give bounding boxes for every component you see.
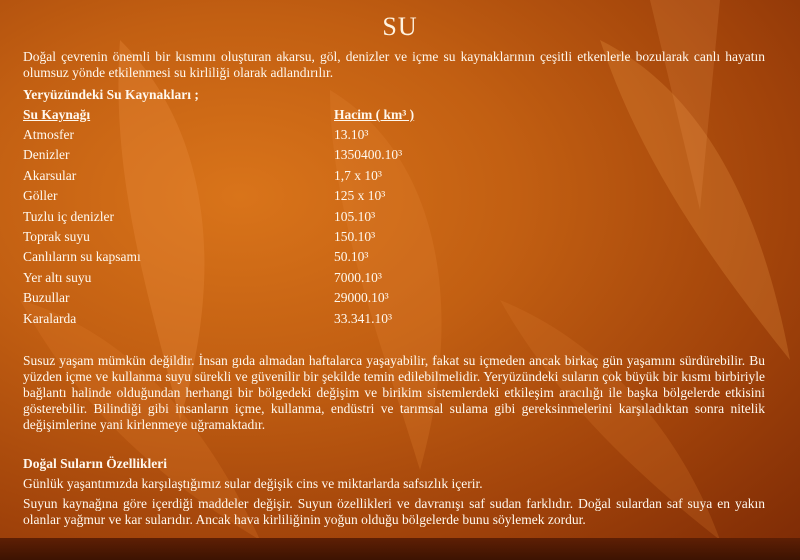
source-name: Göller bbox=[23, 188, 58, 203]
slide-title: SU bbox=[382, 12, 418, 41]
table-row bbox=[23, 168, 523, 188]
source-volume: 150.10³ bbox=[334, 229, 376, 244]
source-name: Karalarda bbox=[23, 311, 77, 326]
table-row bbox=[23, 147, 523, 167]
body-paragraph-2: Günlük yaşantımızda karşılaştığımız sular değişik cins ve miktarlarda safsızlık içerir. bbox=[23, 476, 483, 491]
table-row bbox=[23, 290, 523, 310]
intro-paragraph: Doğal çevrenin önemli bir kısmını oluşturan akarsu, göl, denizler ve içme su kaynaklarının çeşitli etkenlerle bozularak canlı hayatın olumsuz yönde etkilenmesi su kirliliği olarak adlandırılır. bbox=[23, 49, 765, 80]
source-volume: 1,7 x 10³ bbox=[334, 168, 382, 183]
source-name: Denizler bbox=[23, 147, 70, 162]
body-paragraph-1: Susuz yaşam mümkün değildir. İnsan gıda almadan haftalarca yaşayabilir, fakat su içmeden ancak birkaç gün yaşamını sürdürebilir. Bu yüzden içme ve kullanma suyu sürekli ve güvenilir bir şekilde temin edilebilmelidir. Yeryüzündeki suların çok büyük bir kısmı birbiriyle bağlantı halinde olduğundan herhangi bir bölgedeki değişim ve birikim sistemlerdeki etkileşim aracılığı ile başka bölgelerde etkisini gösterebilir. Bilindiği gibi insanların içme, kullanma, endüstri ve tarımsal sulama gibi gereksinmelerini karşıladıktan sonra nitelik değişimlerine yani kirlenmeye uğramaktadır. bbox=[23, 353, 765, 432]
source-name: Akarsular bbox=[23, 168, 77, 183]
table-row bbox=[23, 270, 523, 290]
natural-waters-heading: Doğal Suların Özellikleri bbox=[23, 456, 167, 471]
table-header-source: Su Kaynağı bbox=[23, 107, 91, 122]
body-paragraph-3: Suyun kaynağına göre içerdiği maddeler değişir. Suyun özellikleri ve davranışı saf sudan farklıdır. Doğal sulardan saf suya en yakın olanlar yağmur ve kar sularıdır. Ancak hava kirliliğinin yoğun olduğu bölgelerde bunu söylemek zordur. bbox=[23, 496, 765, 527]
source-volume: 7000.10³ bbox=[334, 270, 382, 285]
table-row bbox=[23, 209, 523, 229]
table-row bbox=[23, 229, 523, 249]
source-name: Atmosfer bbox=[23, 127, 74, 142]
source-volume: 29000.10³ bbox=[334, 290, 389, 305]
source-name: Canlıların su kapsamı bbox=[23, 249, 141, 264]
source-name: Yer altı suyu bbox=[23, 270, 92, 285]
footer-bar bbox=[0, 538, 800, 560]
table-row bbox=[23, 127, 523, 147]
table-row bbox=[23, 188, 523, 208]
source-volume: 125 x 10³ bbox=[334, 188, 386, 203]
source-volume: 50.10³ bbox=[334, 249, 369, 264]
source-volume: 105.10³ bbox=[334, 209, 376, 224]
sources-heading: Yeryüzündeki Su Kaynakları ; bbox=[23, 87, 199, 102]
table-header-volume: Hacim ( km³ ) bbox=[334, 107, 415, 122]
source-volume: 13.10³ bbox=[334, 127, 369, 142]
source-name: Buzullar bbox=[23, 290, 70, 305]
table-row bbox=[23, 249, 523, 269]
source-name: Toprak suyu bbox=[23, 229, 90, 244]
table-row bbox=[23, 311, 523, 331]
source-volume: 33.341.10³ bbox=[334, 311, 393, 326]
source-name: Tuzlu iç denizler bbox=[23, 209, 114, 224]
source-volume: 1350400.10³ bbox=[334, 147, 403, 162]
